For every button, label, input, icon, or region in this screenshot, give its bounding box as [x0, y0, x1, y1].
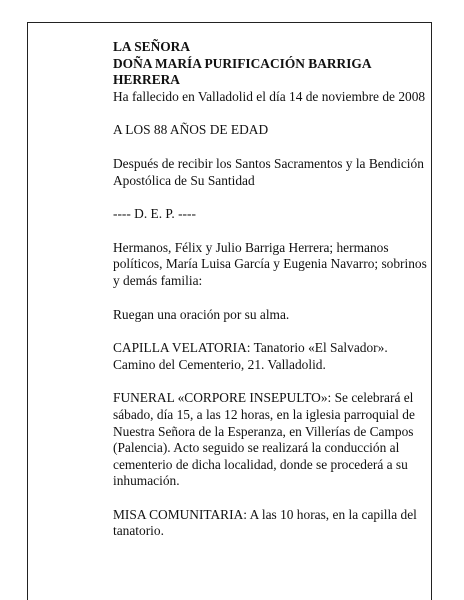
sacraments-statement: Después de recibir los Santos Sacramentos y la Bendición Apostólica de Su Santidad	[113, 155, 424, 188]
mass-info: MISA COMUNITARIA: A las 10 horas, en la capilla del tanatorio.	[113, 506, 417, 539]
funeral-info: FUNERAL «CORPORE INSEPULTO»: Se celebrará el sábado, día 15, a las 12 horas, en la iglesia parroquial de Nuestra Señora de la Esperanza, en Villerías de Campos (Palencia). Acto seguido se realizará la conducción al cementerio de dicha localidad, donde se procederá a su inhumación.	[113, 390, 415, 489]
obituary-notice	[113, 39, 431, 557]
chapel-info: CAPILLA VELATORIA: Tanatorio «El Salvador». Camino del Cementerio, 21. Valladolid.	[113, 340, 388, 372]
prayer-request: Ruegan una oración por su alma.	[113, 306, 290, 322]
rip-line: ---- D. E. P. ----	[113, 206, 196, 222]
death-statement: Ha fallecido en Valladolid el día 14 de noviembre de 2008	[113, 88, 426, 104]
age-statement: A LOS 88 AÑOS DE EDAD	[113, 122, 269, 138]
title-line-1: LA SEÑORA	[113, 39, 191, 54]
deceased-name: DOÑA MARÍA PURIFICACIÓN BARRIGA HERRERA	[113, 55, 371, 88]
family-statement: Hermanos, Félix y Julio Barriga Herrera; hermanos políticos, María Luisa García y Eugenia Navarro; sobrinos y demás familia:	[113, 239, 427, 288]
